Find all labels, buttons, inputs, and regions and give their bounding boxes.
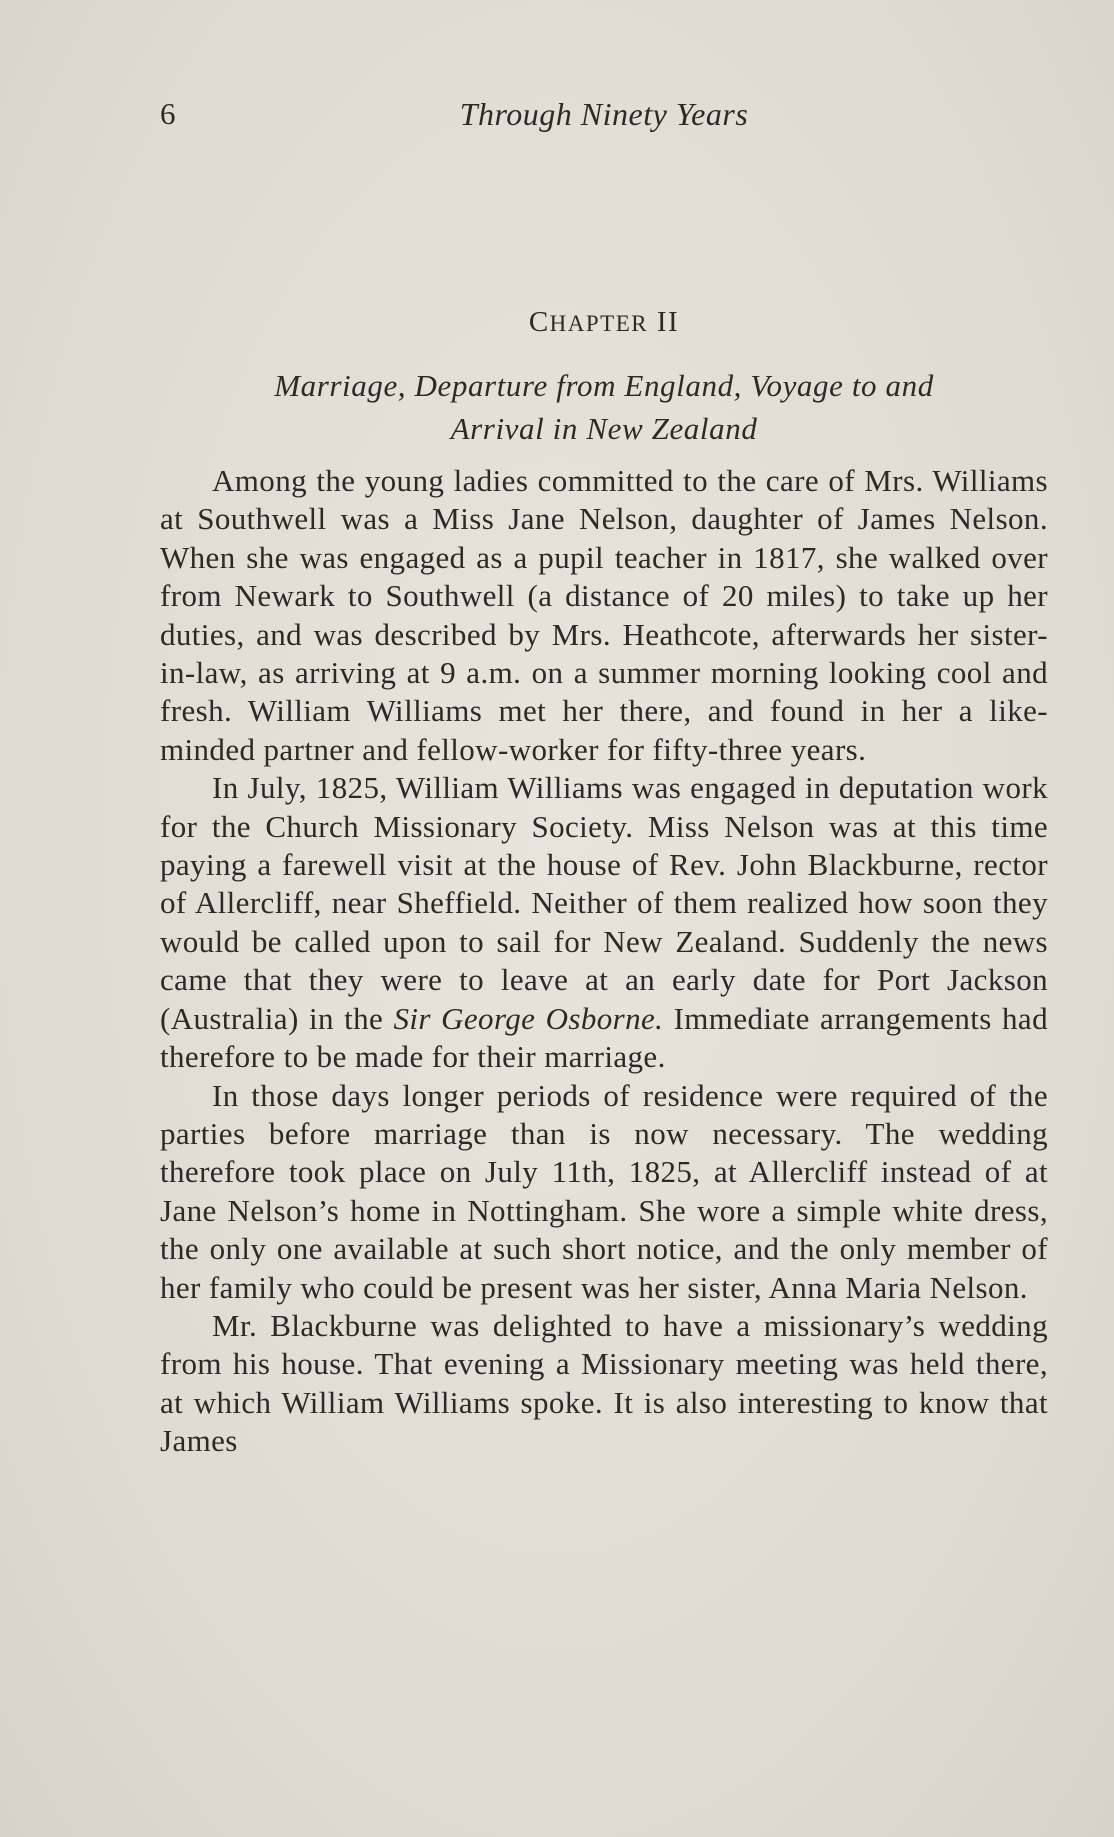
paragraph-2-text-after: Immediate arrangements had therefore to be made for their marriage. bbox=[160, 1000, 1048, 1075]
chapter-title-line-1: Marriage, Departure from England, Voyage to and bbox=[274, 368, 934, 403]
running-title: Through Ninety Years bbox=[459, 96, 749, 132]
body-text bbox=[160, 462, 1048, 1461]
chapter-title bbox=[160, 364, 1048, 450]
chapter-title-line-2: Arrival in New Zealand bbox=[450, 411, 758, 446]
running-head bbox=[160, 92, 1050, 136]
paragraph-1: Among the young ladies committed to the care of Mrs. Williams at Southwell was a Miss Jane Nelson, daughter of James Nelson. When she was engaged as a pupil teacher in 1817, she walked over from Newark to Southwell (a distance of 20 miles) to take up her duties, and was described by Mrs. Heathcote, afterwards her sister-in-law, as arriving at 9 a.m. on a summer morning looking cool and fresh. William Williams met her there, and found in her a like-minded partner and fellow-worker for fifty-three years. bbox=[160, 463, 1048, 767]
paragraph-2-text-before: In July, 1825, William Williams was engaged in deputation work for the Church Missionary Society. Miss Nelson was at this time paying a farewell visit at the house of Rev. John Blackburne, rector of Allercliff, near Sheffield. Neither of them realized how soon they would be called upon to sail for New Zealand. Suddenly the news came that they were to leave at an early date for Port Jackson (Australia) in the bbox=[160, 770, 1048, 1036]
page-number: 6 bbox=[160, 96, 176, 131]
paragraph-3: In those days longer periods of residence were required of the parties before marriage than is now necessary. The wedding therefore took place on July 11th, 1825, at Allercliff instead of at Jane Nelson’s home in Nottingham. She wore a simple white dress, the only one available at such short notice, and the only member of her family who could be present was her sister, Anna Maria Nelson. bbox=[160, 1077, 1048, 1305]
chapter-heading bbox=[160, 302, 1048, 344]
paragraph-4: Mr. Blackburne was delighted to have a missionary’s wedding from his house. That evening a Missionary meeting was held there, at which William Williams spoke. It is also interesting to know that James bbox=[160, 1307, 1048, 1459]
chapter-label-initial: C bbox=[528, 306, 550, 338]
paragraph-2 bbox=[160, 769, 1048, 1076]
chapter-number: II bbox=[656, 306, 680, 338]
ship-name: Sir George Osborne. bbox=[393, 1000, 664, 1036]
chapter-label-rest: HAPTER bbox=[549, 311, 649, 336]
